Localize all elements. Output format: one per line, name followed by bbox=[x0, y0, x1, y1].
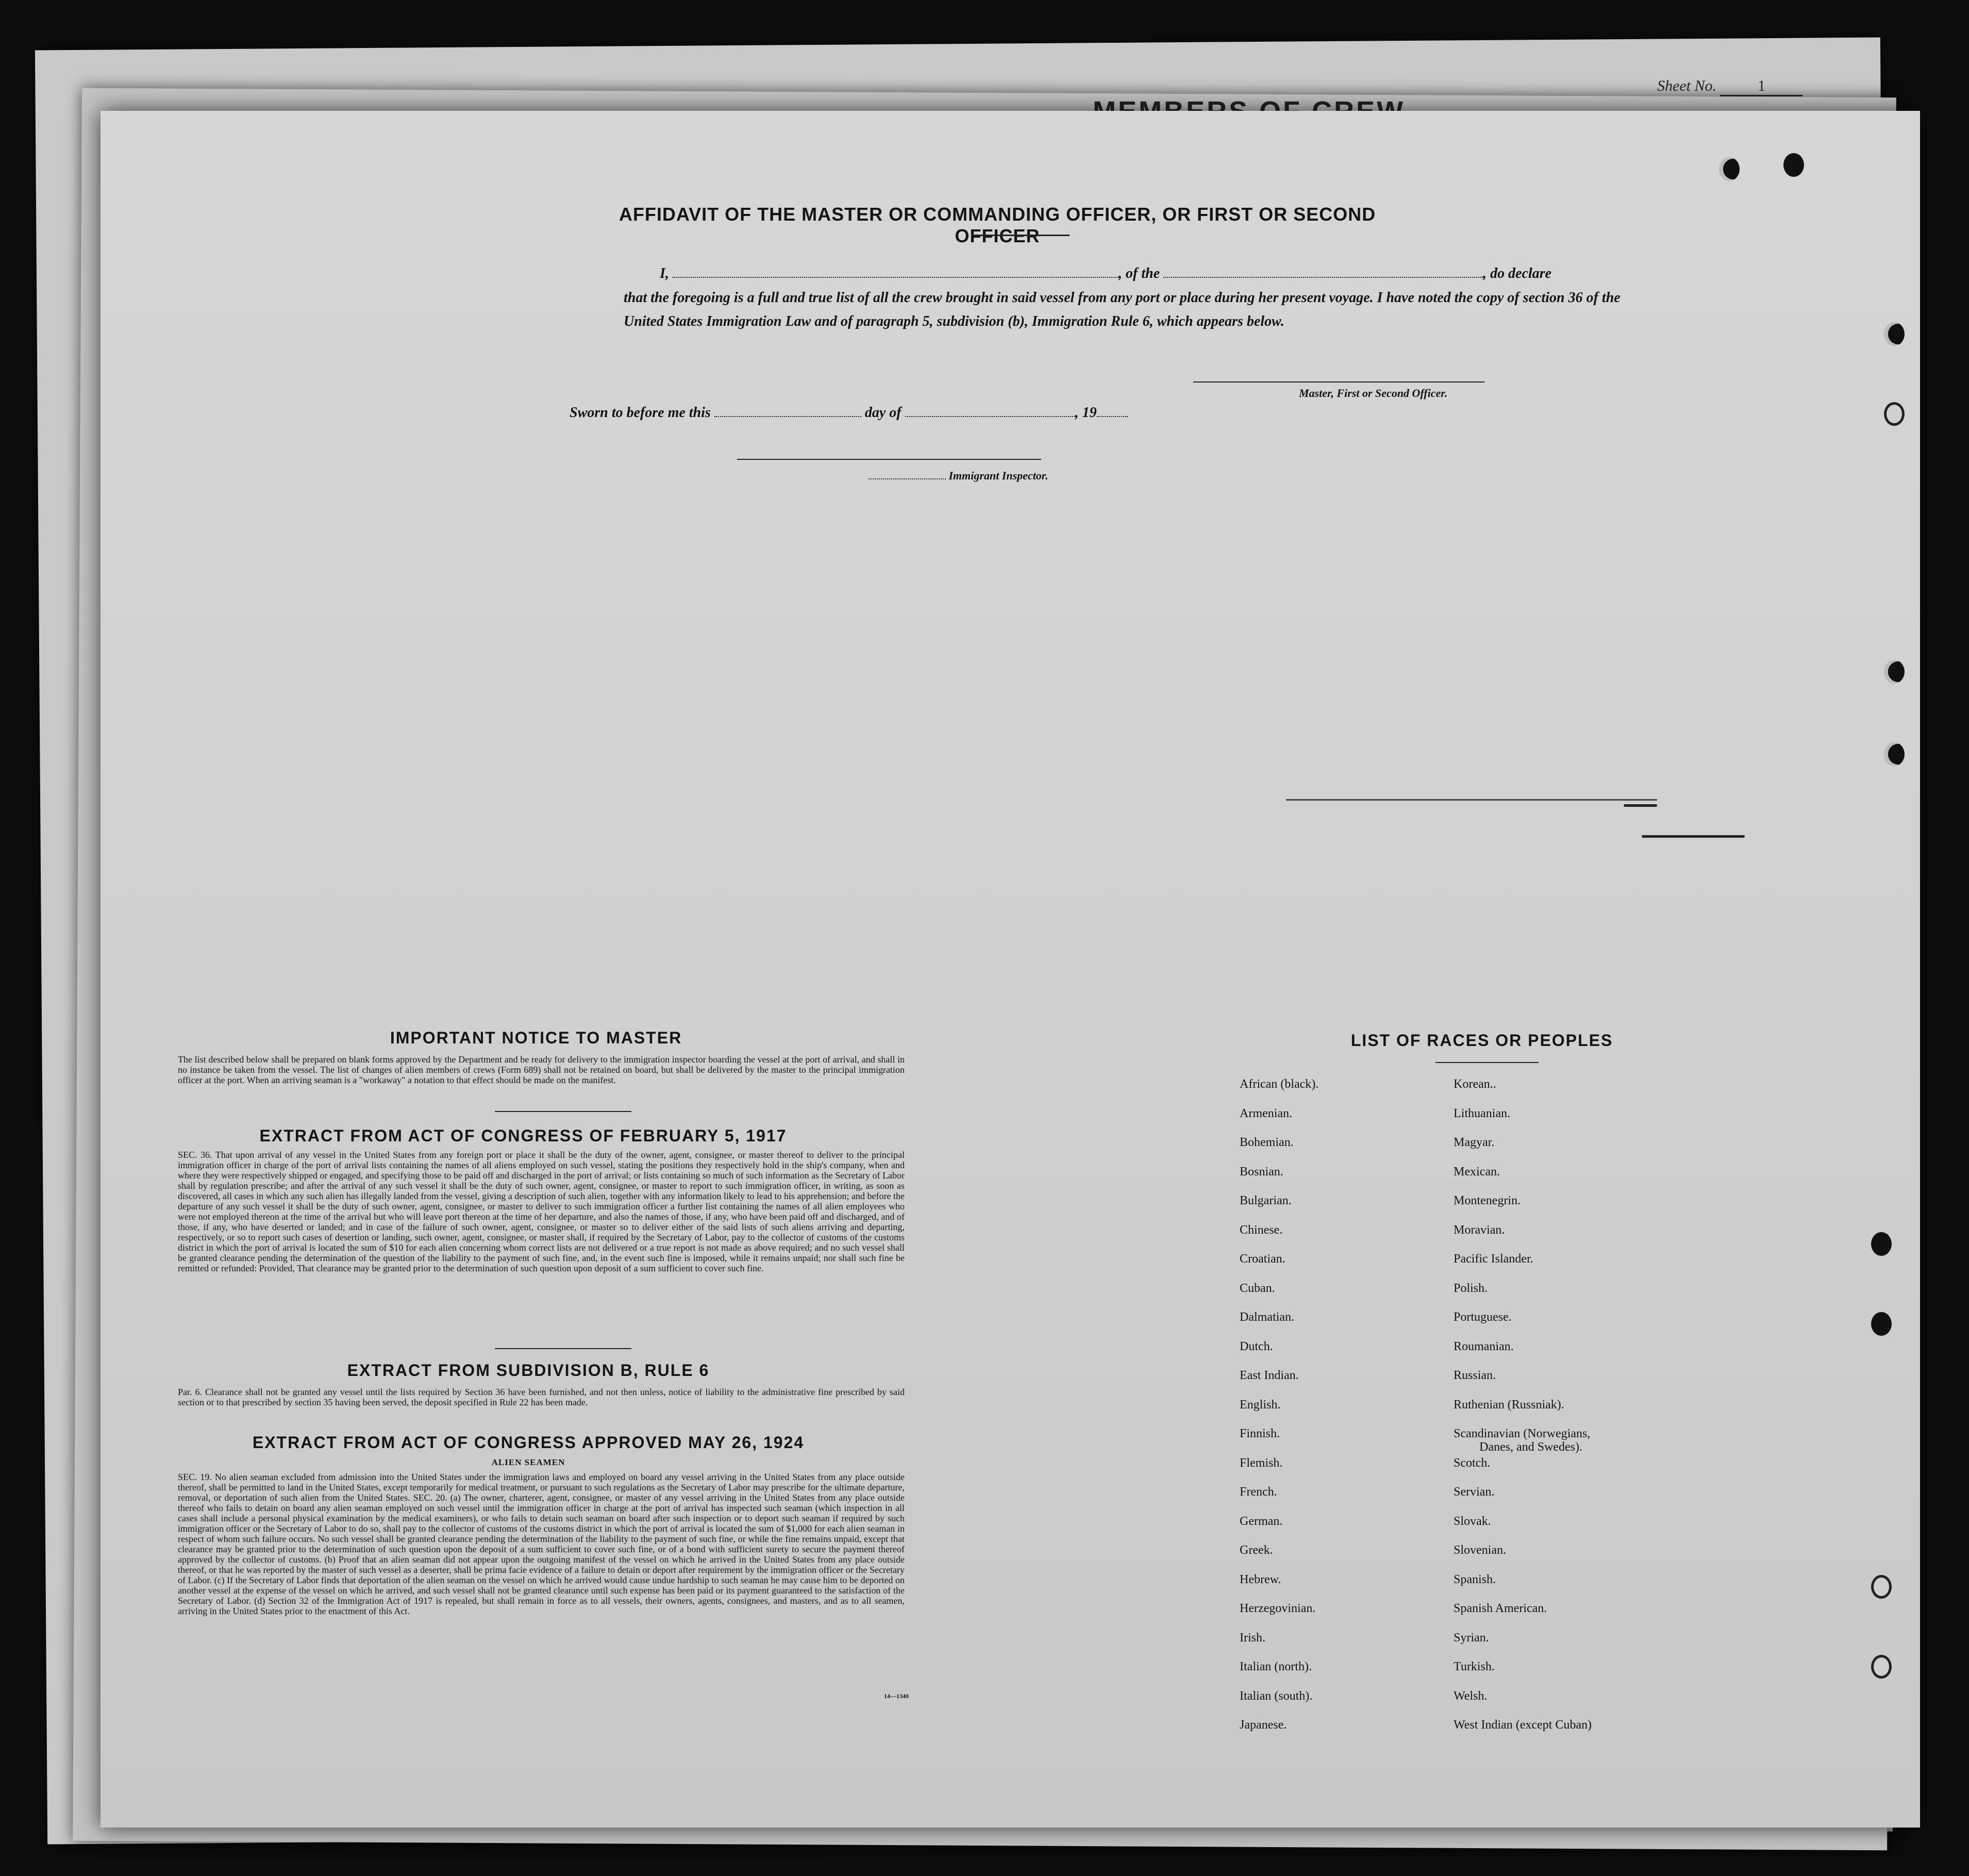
race-item: Mexican. bbox=[1454, 1165, 1500, 1178]
inspector-signature-line[interactable] bbox=[737, 459, 1041, 460]
scan-streak bbox=[1624, 804, 1657, 807]
sworn-year-blank[interactable] bbox=[1097, 416, 1128, 417]
race-item: African (black). bbox=[1240, 1077, 1319, 1091]
inspector-label: Immigrant Inspector. bbox=[948, 469, 1048, 482]
vessel-blank[interactable] bbox=[1163, 277, 1483, 278]
notice-title: IMPORTANT NOTICE TO MASTER bbox=[390, 1028, 682, 1047]
inspector-blank[interactable] bbox=[869, 478, 946, 479]
punch-hole bbox=[1871, 1232, 1892, 1256]
race-item: Herzegovinian. bbox=[1240, 1602, 1316, 1615]
signature-line[interactable] bbox=[1193, 381, 1484, 383]
affidavit-i: I, bbox=[660, 265, 669, 281]
race-item: Servian. bbox=[1454, 1485, 1495, 1499]
race-item: Bulgarian. bbox=[1240, 1194, 1292, 1207]
race-item: French. bbox=[1240, 1485, 1277, 1499]
race-item: Spanish American. bbox=[1454, 1602, 1547, 1615]
punch-hole bbox=[1783, 153, 1804, 177]
divider bbox=[1436, 1062, 1539, 1063]
sworn-line bbox=[570, 405, 1128, 421]
extract1-text: SEC. 36. That upon arrival of any vessel in the United States from any foreign port or place it shall be the duty of the owner, agent, consignee, or master thereof to deliver to the principal immigration officer in charge of the port of arrival lists containing the names of all aliens employed on such vessel, stating the positions they respectively hold in the ship's company, when and where they were respectively shipped or engaged, and specifying those to be paid off and discharged in the port of arrival; or lists containing so much of such information as the Secretary of Labor shall by regulation prescribe; and after the arrival of any such vessel it shall be the duty of such owner, agent, consignee, or master to report to such immigration officer, in writing, as soon as discovered, all cases in which any such alien has illegally landed from the vessel, giving a description of such alien, together with any information likely to lead to his apprehension; and before the departure of any such vessel it shall be the duty of such owner, agent, consignee, or master to deliver to such immigration officer a further list containing the names of all alien employees who were not employed thereon at the time of the arrival but who will leave port thereon at the time of her departure, and also the names of those, if any, who have been paid off and discharged, and of those, if any, who have deserted or landed; and in case of the failure of such owner, agent, consignee, or master so to deliver either of the said lists of such aliens arriving and departing, respectively, or so to report such cases of desertion or landing, such owner, agent, consignee, or master shall, if required by the Secretary of Labor, pay to the collector of customs of the customs district in which the port of arrival is located the sum of $10 for each alien concerning whom correct lists are not delivered or a true report is not made as above required; and no such vessel shall be granted clearance pending the determination of the question of the liability to the payment of such fine, and, in the event such fine is imposed, while it remains unpaid; nor shall such fine be remitted or refunded: Provided, That clearance may be granted prior to the determination of such question upon deposit of a sum sufficient to cover such fine. bbox=[178, 1150, 905, 1273]
race-item: Portuguese. bbox=[1454, 1310, 1512, 1324]
race-item: West Indian (except Cuban) bbox=[1454, 1718, 1592, 1732]
race-item: Spanish. bbox=[1454, 1572, 1496, 1586]
divider bbox=[495, 1111, 631, 1112]
affidavit-line1 bbox=[660, 265, 1551, 282]
extract3-text: SEC. 19. No alien seaman excluded from admission into the United States under the immigration laws and employed on board any vessel arriving in the United States from any place outside thereof, shall be permitted to land in the United States, except temporarily for medical treatment, or pursuant to such regulations as the Secretary of Labor may prescribe for the ultimate departure, removal, or deportation of such alien from the United States. SEC. 20. (a) The owner, charterer, agent, consignee, or master of any vessel arriving in the United States from any place outside thereof who fails to detain on board any alien seaman employed on such vessel until the immigration officer in charge at the port of arrival has inspected such seaman (which inspection in all cases shall include a personal physical examination by the medical examiners), or who fails to detain such seaman on board after such inspection or to deport such seaman if required by such immigration officer or the Secretary of Labor to do so, shall pay to the collector of customs of the customs district in which the port of arrival is located the sum of $1,000 for each alien seaman in respect of whom such failure occurs. No such vessel shall be granted clearance pending the determination of the liability to the payment of such fine, or while the fine remains unpaid, except that clearance may be granted prior to the determination of such question upon the deposit of a sum sufficient to cover such fine, or of a bond with sufficient surety to secure the payment thereof approved by the collector of customs. (b) Proof that an alien seaman did not appear upon the outgoing manifest of the vessel on which he arrived in the United States from any place outside thereof, or that he was reported by the master of such vessel as a deserter, shall be prima facie evidence of a failure to detain or deport after requirement by the immigration officer or the Secretary of Labor. (c) If the Secretary of Labor finds that deportation of the alien seaman on the vessel on which he arrived would cause undue hardship to such seaman he may cause him to be deported on another vessel at the expense of the vessel on which he arrived, and such vessel shall not be granted clearance until such expense has been paid or its payment guaranteed to the satisfaction of the Secretary of Labor. (d) Section 32 of the Immigration Act of 1917 is repealed, but shall remain in force as to all vessels, their owners, agents, consignees, and masters, and as to all seamen, arriving in the United States prior to the enactment of this Act. bbox=[178, 1472, 905, 1616]
race-item: Ruthenian (Russniak). bbox=[1454, 1398, 1564, 1412]
punch-hole bbox=[1884, 322, 1905, 346]
sheet-label: Sheet No. bbox=[1657, 77, 1716, 94]
sworn-year-prefix: , 19 bbox=[1075, 405, 1097, 421]
race-item: Russian. bbox=[1454, 1369, 1496, 1382]
race-item: Slovenian. bbox=[1454, 1543, 1506, 1557]
inspector-line bbox=[869, 469, 1048, 483]
punch-hole bbox=[1884, 402, 1905, 426]
race-item: Japanese. bbox=[1240, 1718, 1287, 1732]
extract2-text: Par. 6. Clearance shall not be granted any vessel until the lists required by Section 36 have been furnished, and not then unless, notice of liability to the administrative fine prescribed by said section or to that prescribed by section 35 having been served, the deposit specified in Rule 22 has been made. bbox=[178, 1387, 905, 1407]
race-item-continuation: Danes, and Swedes). bbox=[1479, 1440, 1582, 1454]
scan-streak bbox=[1286, 799, 1657, 801]
notice-text: The list described below shall be prepared on blank forms approved by the Department and be ready for delivery to the immigration inspector boarding the vessel at the port of arrival, and shall in no instance be taken from the vessel. The list of changes of alien members of crews (Form 689) shall not be retained on board, but shall be delivered by the master to the principal immigration officer at the port. When an arriving seaman is a "workaway" a notation to that effect should be made on the manifest. bbox=[178, 1054, 905, 1085]
affidavit-title: AFFIDAVIT OF THE MASTER OR COMMANDING OFFICER, OR FIRST OR SECOND OFFICER bbox=[619, 204, 1376, 246]
punch-hole bbox=[1871, 1575, 1892, 1599]
extract1-title: EXTRACT FROM ACT OF CONGRESS OF FEBRUARY 5, 1917 bbox=[259, 1126, 787, 1145]
race-item: Armenian. bbox=[1240, 1106, 1292, 1120]
signature-label: Master, First or Second Officer. bbox=[1299, 387, 1448, 400]
race-item: East Indian. bbox=[1240, 1369, 1299, 1382]
name-blank[interactable] bbox=[673, 277, 1119, 278]
extract3-subtitle: ALIEN SEAMEN bbox=[491, 1457, 565, 1467]
race-item: Turkish. bbox=[1454, 1660, 1495, 1673]
punch-hole bbox=[1871, 1655, 1892, 1679]
sheet-number-value: 1 bbox=[1720, 77, 1803, 96]
race-item: Scandinavian (Norwegians, bbox=[1454, 1427, 1591, 1440]
race-item: Roumanian. bbox=[1454, 1339, 1514, 1353]
sworn-prefix: Sworn to before me this bbox=[570, 405, 711, 421]
race-item: English. bbox=[1240, 1398, 1281, 1412]
sheet-number bbox=[1657, 77, 1803, 96]
race-item: Dalmatian. bbox=[1240, 1310, 1294, 1324]
sworn-day-of: day of bbox=[864, 405, 902, 421]
punch-hole bbox=[1884, 660, 1905, 684]
race-item: Italian (south). bbox=[1240, 1689, 1313, 1703]
race-item: Polish. bbox=[1454, 1281, 1488, 1295]
extract2-title: EXTRACT FROM SUBDIVISION B, RULE 6 bbox=[347, 1361, 710, 1380]
race-item: German. bbox=[1240, 1514, 1283, 1528]
scan-streak bbox=[1642, 835, 1745, 838]
race-item: Finnish. bbox=[1240, 1427, 1280, 1440]
race-item: Pacific Islander. bbox=[1454, 1252, 1533, 1266]
race-item: Montenegrin. bbox=[1454, 1194, 1521, 1207]
race-item: Cuban. bbox=[1240, 1281, 1275, 1295]
affidavit-body: that the foregoing is a full and true list of all the crew brought in said vessel from any port or place during her present voyage. I have noted the copy of section 36 of the United States Immigration Law and of paragraph 5, subdivision (b), Immigration Rule 6, which appears below. bbox=[624, 290, 1621, 329]
race-item: Dutch. bbox=[1240, 1339, 1273, 1353]
race-item: Magyar. bbox=[1454, 1136, 1495, 1149]
race-item: Chinese. bbox=[1240, 1223, 1283, 1237]
race-item: Italian (north). bbox=[1240, 1660, 1312, 1673]
form-number: 14—1340 bbox=[884, 1692, 909, 1700]
race-item: Bosnian. bbox=[1240, 1165, 1283, 1178]
races-title: LIST OF RACES OR PEOPLES bbox=[1350, 1031, 1613, 1050]
race-item: Welsh. bbox=[1454, 1689, 1488, 1703]
race-item: Syrian. bbox=[1454, 1631, 1489, 1645]
race-item: Moravian. bbox=[1454, 1223, 1505, 1237]
punch-hole bbox=[1884, 742, 1905, 766]
race-item: Croatian. bbox=[1240, 1252, 1286, 1266]
sworn-day-blank[interactable] bbox=[714, 416, 861, 417]
race-item: Korean.. bbox=[1454, 1077, 1496, 1091]
race-item: Lithuanian. bbox=[1454, 1106, 1510, 1120]
race-item: Irish. bbox=[1240, 1631, 1265, 1645]
race-item: Flemish. bbox=[1240, 1456, 1283, 1470]
affidavit-of-the: , of the bbox=[1118, 265, 1160, 281]
sworn-month-blank[interactable] bbox=[905, 416, 1075, 417]
affidavit-page bbox=[101, 111, 1920, 1828]
affidavit-declare: , do declare bbox=[1483, 265, 1551, 281]
race-item: Greek. bbox=[1240, 1543, 1273, 1557]
race-item: Bohemian. bbox=[1240, 1136, 1294, 1149]
race-item: Scotch. bbox=[1454, 1456, 1491, 1470]
divider bbox=[495, 1348, 631, 1349]
punch-hole bbox=[1871, 1312, 1892, 1336]
race-item: Hebrew. bbox=[1240, 1572, 1281, 1586]
divider bbox=[972, 235, 1070, 236]
extract3-title: EXTRACT FROM ACT OF CONGRESS APPROVED MAY 26, 1924 bbox=[252, 1433, 805, 1452]
race-item: Slovak. bbox=[1454, 1514, 1491, 1528]
punch-hole bbox=[1719, 157, 1740, 181]
